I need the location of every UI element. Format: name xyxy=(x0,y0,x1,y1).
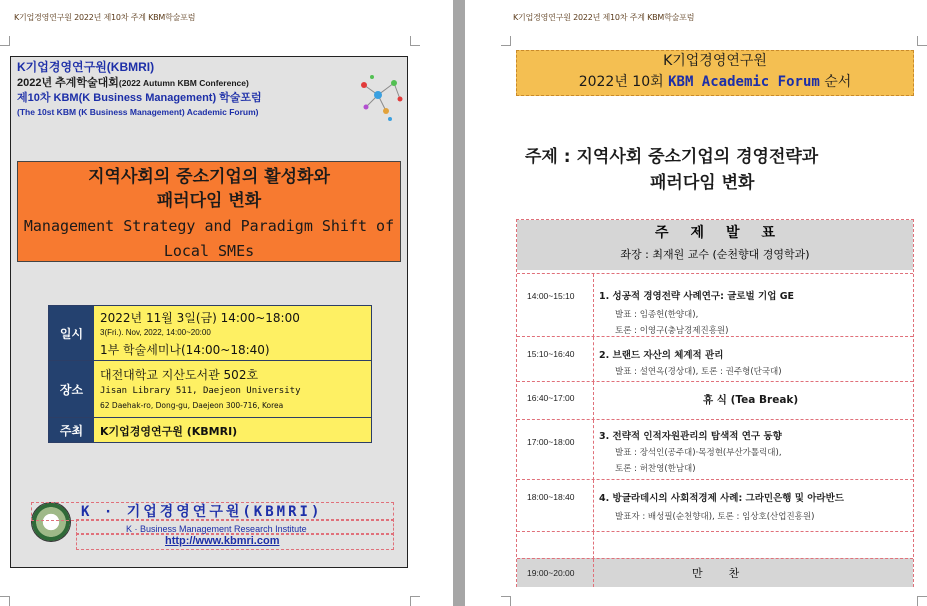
org-url-link[interactable]: http://www.kbmri.com xyxy=(165,535,280,547)
org-footer xyxy=(31,502,392,550)
conference-title-en: (2022 Autumn KBM Conference) xyxy=(118,78,249,88)
date-label: 일시 xyxy=(49,306,94,360)
banner-title xyxy=(517,71,913,93)
host-row xyxy=(49,418,371,442)
crop-mark xyxy=(0,36,10,46)
session-presenter: 발표 : 설연옥(경상대), 토론 : 권주형(단국대) xyxy=(615,367,782,377)
molecule-graphic xyxy=(356,71,404,123)
date-ko: 2022년 11월 3일(금) 14:00~18:00 xyxy=(100,311,300,325)
session-time: 19:00~20:00 xyxy=(517,559,594,587)
running-head: K기업경영연구원 2022년 제10차 주계 KBM학술포럼 xyxy=(14,13,196,22)
session-presenter: 발표자 : 배성필(순천향대), 토론 : 임상호(산업진흥원) xyxy=(615,512,815,522)
break-row xyxy=(517,381,913,420)
session-time: 17:00~18:00 xyxy=(517,420,594,480)
crop-mark xyxy=(917,36,927,46)
place-ko: 대전대학교 지산도서관 502호 xyxy=(100,368,259,382)
crop-mark xyxy=(501,596,511,606)
program-table xyxy=(516,219,914,587)
title-en-line2: Local SMEs xyxy=(163,242,255,260)
session-discussant: 토론 : 이영구(충남경제진흥원) xyxy=(615,326,729,336)
forum-banner xyxy=(516,50,914,96)
dinner-label: 만찬 xyxy=(692,567,766,580)
topic-line1: 주제 : 지역사회 중소기업의 경영전략과 xyxy=(525,147,819,167)
event-info-table xyxy=(48,305,372,443)
banner-forum-en: KBM Academic Forum xyxy=(668,74,820,90)
session-time: 18:00~18:40 xyxy=(517,480,594,532)
running-head: K기업경영연구원 2022년 제10차 주계 KBM학술포럼 xyxy=(513,13,695,22)
title-box xyxy=(17,161,401,262)
session-presenter: 발표 : 장석인(공주대)·목정현(부산가톨릭대), xyxy=(615,448,782,458)
title-ko-line1: 지역사회의 중소기업의 활성화와 xyxy=(88,167,330,187)
session-time: 15:10~16:40 xyxy=(517,337,594,382)
session-row-2 xyxy=(517,336,913,382)
crop-mark xyxy=(410,596,420,606)
topic-line2: 패러다임 변화 xyxy=(650,173,755,193)
dinner-row xyxy=(517,558,913,587)
session-presenter: 발표 : 임종헌(한양대), xyxy=(615,310,699,320)
host-label: 주최 xyxy=(49,418,94,442)
session-time: 14:00~15:10 xyxy=(517,274,594,337)
program-head-title: 주제발표 xyxy=(654,225,798,241)
banner-org: K기업경영연구원 xyxy=(663,53,767,69)
blank-row xyxy=(517,531,913,559)
session-time: 1부 학술세미나(14:00~18:40) xyxy=(100,343,270,357)
forum-title-en: (The 10st KBM (K Business Management) Academic Forum) xyxy=(17,107,259,117)
session-title: 3. 전략적 인적자원관리의 탐색적 연구 동향 xyxy=(599,431,782,442)
conference-title xyxy=(17,74,249,90)
tea-break-label: 휴 식 (Tea Break) xyxy=(703,394,799,406)
title-en-line1: Management Strategy and Paradigm Shift of xyxy=(23,217,395,235)
session-title: 1. 성공적 경영전략 사례연구: 글로벌 기업 GE xyxy=(599,291,794,302)
session-title: 2. 브랜드 자산의 체계적 관리 xyxy=(599,350,724,361)
crop-mark xyxy=(917,596,927,606)
session-title: 4. 방글라데시의 사회적경제 사례: 그라민은행 및 아라반드 xyxy=(599,493,844,504)
place-row xyxy=(49,361,371,418)
host-name: K기업경영연구원 (KBMRI) xyxy=(100,425,238,438)
crop-mark xyxy=(410,36,420,46)
session-row-1 xyxy=(517,273,913,337)
date-en: 3(Fri.). Nov, 2022, 14:00~20:00 xyxy=(100,328,211,337)
crop-mark xyxy=(501,36,511,46)
session-row-4 xyxy=(517,479,913,532)
place-label: 장소 xyxy=(49,361,94,417)
program-chair: 좌장 : 최재원 교수 (순천향대 경영학과) xyxy=(620,248,810,261)
session-time xyxy=(517,532,594,559)
forum-title: 제10차 KBM(K Business Management) 학술포럼 xyxy=(17,92,262,104)
session-discussant: 토론 : 허찬영(한남대) xyxy=(615,464,696,474)
title-ko-line2: 패러다임 변화 xyxy=(156,191,262,211)
right-page xyxy=(465,0,927,606)
crop-mark xyxy=(0,596,10,606)
session-row-3 xyxy=(517,419,913,480)
org-name: K기업경영연구원(KBMRI) xyxy=(17,60,155,74)
conference-title-ko: 2022년 추계학술대회 xyxy=(17,77,119,89)
banner-order: 순서 xyxy=(819,74,852,90)
org-name-ko: K · 기업경영연구원(KBMRI) xyxy=(81,504,323,520)
session-time: 16:40~17:00 xyxy=(517,382,594,420)
org-name-en: K · Business Management Research Institute xyxy=(126,524,307,534)
program-header xyxy=(517,220,913,270)
banner-year: 2022년 10회 xyxy=(578,74,669,90)
place-en-2: 62 Daehak-ro, Dong-gu, Daejeon 300-716, Korea xyxy=(100,401,284,410)
date-row xyxy=(49,306,371,361)
left-page xyxy=(0,0,453,606)
place-en-1: Jisan Library 511, Daejeon University xyxy=(100,386,301,396)
cover-sheet xyxy=(10,56,408,568)
